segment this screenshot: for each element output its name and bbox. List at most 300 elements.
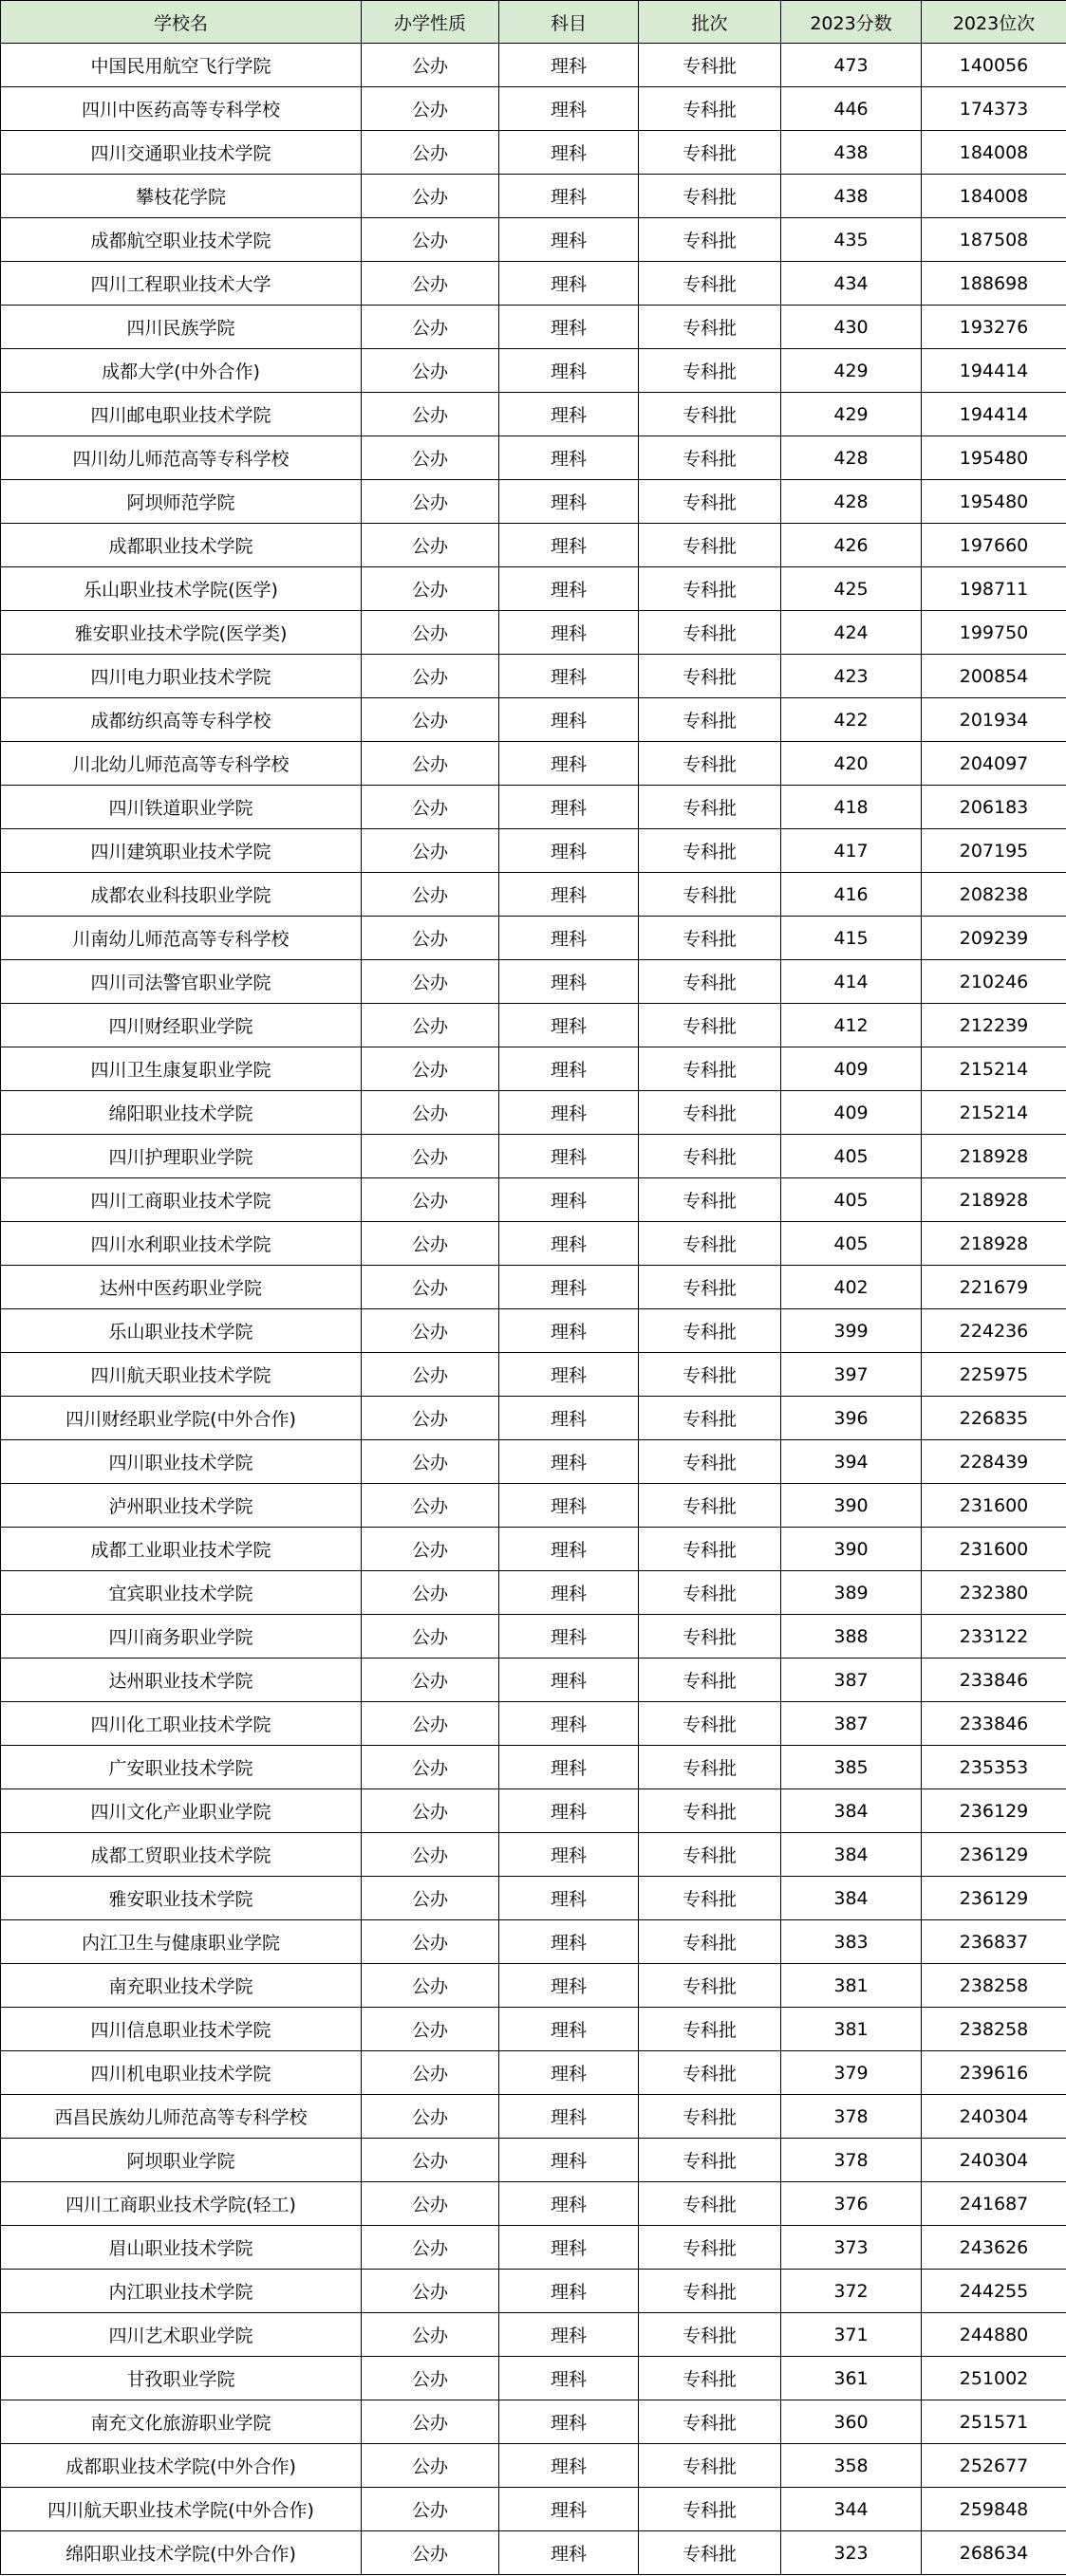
- table-row: [1, 2357, 1066, 2400]
- cell-rank: 212239: [922, 1004, 1066, 1047]
- cell-score: 373: [781, 2226, 922, 2270]
- cell-school-type: 公办: [362, 2531, 499, 2575]
- cell-subject: 理科: [499, 1964, 639, 2008]
- cell-rank: 140056: [922, 44, 1066, 87]
- cell-subject: 理科: [499, 349, 639, 393]
- cell-score: 384: [781, 1877, 922, 1920]
- cell-score: 396: [781, 1397, 922, 1440]
- cell-school-name: 川南幼儿师范高等专科学校: [1, 917, 362, 960]
- cell-school-name: 成都工贸职业技术学院: [1, 1833, 362, 1877]
- cell-school-type: 公办: [362, 1833, 499, 1877]
- table-row: [1, 1571, 1066, 1615]
- cell-score: 424: [781, 611, 922, 655]
- cell-school-type: 公办: [362, 786, 499, 829]
- cell-subject: 理科: [499, 2444, 639, 2488]
- cell-school-type: 公办: [362, 1397, 499, 1440]
- cell-rank: 218928: [922, 1135, 1066, 1178]
- cell-subject: 理科: [499, 1789, 639, 1833]
- cell-batch: 专科批: [639, 1528, 781, 1571]
- cell-score: 420: [781, 742, 922, 786]
- cell-rank: 225975: [922, 1353, 1066, 1397]
- cell-subject: 理科: [499, 960, 639, 1004]
- cell-school-name: 四川幼儿师范高等专科学校: [1, 436, 362, 480]
- table-row: [1, 2531, 1066, 2575]
- cell-rank: 184008: [922, 175, 1066, 218]
- cell-batch: 专科批: [639, 698, 781, 742]
- cell-batch: 专科批: [639, 1746, 781, 1789]
- cell-rank: 198711: [922, 567, 1066, 611]
- cell-rank: 243626: [922, 2226, 1066, 2270]
- cell-school-type: 公办: [362, 2313, 499, 2357]
- cell-batch: 专科批: [639, 2313, 781, 2357]
- cell-school-name: 四川卫生康复职业学院: [1, 1047, 362, 1091]
- cell-batch: 专科批: [639, 567, 781, 611]
- cell-rank: 207195: [922, 829, 1066, 873]
- cell-school-type: 公办: [362, 2226, 499, 2270]
- cell-school-type: 公办: [362, 1702, 499, 1746]
- cell-school-type: 公办: [362, 1789, 499, 1833]
- cell-score: 425: [781, 567, 922, 611]
- cell-rank: 231600: [922, 1484, 1066, 1528]
- cell-rank: 188698: [922, 262, 1066, 306]
- cell-subject: 理科: [499, 2357, 639, 2400]
- cell-school-type: 公办: [362, 698, 499, 742]
- cell-school-name: 雅安职业技术学院(医学类): [1, 611, 362, 655]
- cell-subject: 理科: [499, 262, 639, 306]
- cell-score: 429: [781, 393, 922, 436]
- cell-subject: 理科: [499, 2226, 639, 2270]
- cell-subject: 理科: [499, 44, 639, 87]
- table-row: [1, 2400, 1066, 2444]
- table-row: [1, 1615, 1066, 1659]
- cell-batch: 专科批: [639, 1091, 781, 1135]
- cell-score: 394: [781, 1440, 922, 1484]
- cell-rank: 233122: [922, 1615, 1066, 1659]
- cell-school-name: 四川机电职业技术学院: [1, 2051, 362, 2095]
- cell-school-name: 成都职业技术学院(中外合作): [1, 2444, 362, 2488]
- cell-score: 383: [781, 1920, 922, 1964]
- cell-school-type: 公办: [362, 655, 499, 698]
- cell-subject: 理科: [499, 742, 639, 786]
- table-row: [1, 1484, 1066, 1528]
- table-row: [1, 1004, 1066, 1047]
- cell-school-name: 四川建筑职业技术学院: [1, 829, 362, 873]
- table-row: [1, 1440, 1066, 1484]
- cell-subject: 理科: [499, 1440, 639, 1484]
- cell-subject: 理科: [499, 786, 639, 829]
- cell-score: 426: [781, 524, 922, 567]
- cell-school-type: 公办: [362, 2095, 499, 2139]
- cell-school-type: 公办: [362, 1615, 499, 1659]
- cell-school-name: 成都农业科技职业学院: [1, 873, 362, 917]
- table-row: [1, 2182, 1066, 2226]
- cell-batch: 专科批: [639, 1353, 781, 1397]
- cell-school-type: 公办: [362, 44, 499, 87]
- cell-school-name: 四川航天职业技术学院(中外合作): [1, 2488, 362, 2531]
- cell-school-type: 公办: [362, 1440, 499, 1484]
- cell-batch: 专科批: [639, 44, 781, 87]
- cell-subject: 理科: [499, 1091, 639, 1135]
- table-row: [1, 2226, 1066, 2270]
- cell-subject: 理科: [499, 1135, 639, 1178]
- cell-score: 397: [781, 1353, 922, 1397]
- cell-rank: 236129: [922, 1833, 1066, 1877]
- cell-score: 415: [781, 917, 922, 960]
- cell-school-type: 公办: [362, 1047, 499, 1091]
- cell-rank: 201934: [922, 698, 1066, 742]
- cell-school-name: 宜宾职业技术学院: [1, 1571, 362, 1615]
- cell-score: 414: [781, 960, 922, 1004]
- cell-batch: 专科批: [639, 1004, 781, 1047]
- cell-subject: 理科: [499, 2313, 639, 2357]
- cell-rank: 218928: [922, 1222, 1066, 1266]
- cell-school-name: 雅安职业技术学院: [1, 1877, 362, 1920]
- cell-batch: 专科批: [639, 1440, 781, 1484]
- cell-school-name: 四川司法警官职业学院: [1, 960, 362, 1004]
- cell-subject: 理科: [499, 2182, 639, 2226]
- cell-batch: 专科批: [639, 1266, 781, 1309]
- table-body: [1, 44, 1066, 2575]
- table-row: [1, 960, 1066, 1004]
- cell-batch: 专科批: [639, 1920, 781, 1964]
- cell-batch: 专科批: [639, 480, 781, 524]
- cell-school-type: 公办: [362, 2051, 499, 2095]
- cell-rank: 215214: [922, 1091, 1066, 1135]
- cell-school-type: 公办: [362, 1920, 499, 1964]
- cell-score: 473: [781, 44, 922, 87]
- cell-batch: 专科批: [639, 2139, 781, 2182]
- cell-school-type: 公办: [362, 349, 499, 393]
- cell-school-name: 成都纺织高等专科学校: [1, 698, 362, 742]
- cell-rank: 244255: [922, 2270, 1066, 2313]
- cell-subject: 理科: [499, 1702, 639, 1746]
- table-row: [1, 1746, 1066, 1789]
- cell-score: 371: [781, 2313, 922, 2357]
- table-row: [1, 175, 1066, 218]
- cell-rank: 174373: [922, 87, 1066, 131]
- cell-school-type: 公办: [362, 917, 499, 960]
- cell-rank: 194414: [922, 393, 1066, 436]
- header-school-type: 办学性质: [362, 1, 499, 44]
- cell-batch: 专科批: [639, 2444, 781, 2488]
- cell-subject: 理科: [499, 87, 639, 131]
- cell-subject: 理科: [499, 1877, 639, 1920]
- table-row: [1, 1789, 1066, 1833]
- cell-school-type: 公办: [362, 480, 499, 524]
- cell-rank: 200854: [922, 655, 1066, 698]
- cell-batch: 专科批: [639, 1222, 781, 1266]
- table-row: [1, 393, 1066, 436]
- cell-subject: 理科: [499, 1920, 639, 1964]
- cell-rank: 209239: [922, 917, 1066, 960]
- cell-school-name: 四川财经职业学院: [1, 1004, 362, 1047]
- table-row: [1, 1135, 1066, 1178]
- cell-rank: 240304: [922, 2139, 1066, 2182]
- table-row: [1, 1659, 1066, 1702]
- cell-subject: 理科: [499, 393, 639, 436]
- cell-batch: 专科批: [639, 2051, 781, 2095]
- cell-score: 417: [781, 829, 922, 873]
- cell-school-type: 公办: [362, 1746, 499, 1789]
- cell-score: 412: [781, 1004, 922, 1047]
- cell-score: 387: [781, 1702, 922, 1746]
- table-row: [1, 1528, 1066, 1571]
- cell-school-type: 公办: [362, 1877, 499, 1920]
- table-row: [1, 611, 1066, 655]
- cell-score: 378: [781, 2139, 922, 2182]
- cell-school-type: 公办: [362, 1353, 499, 1397]
- cell-subject: 理科: [499, 175, 639, 218]
- cell-subject: 理科: [499, 917, 639, 960]
- cell-subject: 理科: [499, 1178, 639, 1222]
- table-row: [1, 2270, 1066, 2313]
- cell-rank: 236129: [922, 1789, 1066, 1833]
- cell-batch: 专科批: [639, 742, 781, 786]
- cell-rank: 215214: [922, 1047, 1066, 1091]
- cell-rank: 235353: [922, 1746, 1066, 1789]
- cell-batch: 专科批: [639, 349, 781, 393]
- cell-batch: 专科批: [639, 2357, 781, 2400]
- cell-batch: 专科批: [639, 218, 781, 262]
- cell-school-type: 公办: [362, 2270, 499, 2313]
- cell-school-name: 绵阳职业技术学院: [1, 1091, 362, 1135]
- table-header-row: [1, 1, 1066, 44]
- cell-batch: 专科批: [639, 917, 781, 960]
- table-row: [1, 698, 1066, 742]
- cell-batch: 专科批: [639, 262, 781, 306]
- cell-score: 405: [781, 1178, 922, 1222]
- cell-rank: 238258: [922, 1964, 1066, 2008]
- table-row: [1, 1178, 1066, 1222]
- cell-subject: 理科: [499, 480, 639, 524]
- cell-school-type: 公办: [362, 742, 499, 786]
- cell-batch: 专科批: [639, 873, 781, 917]
- table-row: [1, 524, 1066, 567]
- cell-batch: 专科批: [639, 2182, 781, 2226]
- table-row: [1, 655, 1066, 698]
- cell-rank: 199750: [922, 611, 1066, 655]
- cell-score: 379: [781, 2051, 922, 2095]
- cell-batch: 专科批: [639, 1615, 781, 1659]
- cell-rank: 236129: [922, 1877, 1066, 1920]
- cell-batch: 专科批: [639, 2270, 781, 2313]
- cell-subject: 理科: [499, 1484, 639, 1528]
- table-row: [1, 44, 1066, 87]
- cell-school-type: 公办: [362, 960, 499, 1004]
- cell-batch: 专科批: [639, 1397, 781, 1440]
- table-row: [1, 1964, 1066, 2008]
- cell-school-name: 四川交通职业技术学院: [1, 131, 362, 175]
- cell-subject: 理科: [499, 2488, 639, 2531]
- cell-school-type: 公办: [362, 1484, 499, 1528]
- cell-batch: 专科批: [639, 2008, 781, 2051]
- cell-batch: 专科批: [639, 1135, 781, 1178]
- cell-school-type: 公办: [362, 2182, 499, 2226]
- cell-score: 378: [781, 2095, 922, 2139]
- cell-school-name: 四川工商职业技术学院: [1, 1178, 362, 1222]
- cell-batch: 专科批: [639, 829, 781, 873]
- cell-school-name: 成都职业技术学院: [1, 524, 362, 567]
- cell-school-type: 公办: [362, 1004, 499, 1047]
- cell-school-name: 四川护理职业学院: [1, 1135, 362, 1178]
- cell-score: 390: [781, 1484, 922, 1528]
- cell-school-type: 公办: [362, 611, 499, 655]
- cell-school-name: 四川邮电职业技术学院: [1, 393, 362, 436]
- cell-rank: 224236: [922, 1309, 1066, 1353]
- cell-school-name: 四川职业技术学院: [1, 1440, 362, 1484]
- cell-subject: 理科: [499, 1222, 639, 1266]
- cell-rank: 195480: [922, 480, 1066, 524]
- cell-score: 385: [781, 1746, 922, 1789]
- cell-rank: 221679: [922, 1266, 1066, 1309]
- cell-school-name: 四川工商职业技术学院(轻工): [1, 2182, 362, 2226]
- cell-batch: 专科批: [639, 1047, 781, 1091]
- cell-school-name: 川北幼儿师范高等专科学校: [1, 742, 362, 786]
- cell-rank: 226835: [922, 1397, 1066, 1440]
- table-row: [1, 480, 1066, 524]
- cell-subject: 理科: [499, 1571, 639, 1615]
- cell-school-name: 内江职业技术学院: [1, 2270, 362, 2313]
- cell-rank: 241687: [922, 2182, 1066, 2226]
- cell-score: 399: [781, 1309, 922, 1353]
- cell-subject: 理科: [499, 1833, 639, 1877]
- cell-rank: 238258: [922, 2008, 1066, 2051]
- cell-school-type: 公办: [362, 1266, 499, 1309]
- cell-rank: 233846: [922, 1659, 1066, 1702]
- cell-rank: 195480: [922, 436, 1066, 480]
- cell-batch: 专科批: [639, 1484, 781, 1528]
- table-row: [1, 873, 1066, 917]
- cell-rank: 240304: [922, 2095, 1066, 2139]
- cell-school-type: 公办: [362, 2357, 499, 2400]
- cell-school-name: 四川航天职业技术学院: [1, 1353, 362, 1397]
- cell-school-name: 内江卫生与健康职业学院: [1, 1920, 362, 1964]
- cell-school-type: 公办: [362, 2139, 499, 2182]
- cell-school-name: 成都工业职业技术学院: [1, 1528, 362, 1571]
- cell-subject: 理科: [499, 2270, 639, 2313]
- cell-score: 438: [781, 175, 922, 218]
- cell-subject: 理科: [499, 611, 639, 655]
- cell-score: 435: [781, 218, 922, 262]
- cell-score: 390: [781, 1528, 922, 1571]
- table-row: [1, 131, 1066, 175]
- cell-batch: 专科批: [639, 306, 781, 349]
- table-row: [1, 1920, 1066, 1964]
- cell-score: 344: [781, 2488, 922, 2531]
- cell-score: 446: [781, 87, 922, 131]
- cell-school-name: 四川信息职业技术学院: [1, 2008, 362, 2051]
- cell-score: 323: [781, 2531, 922, 2575]
- cell-subject: 理科: [499, 1047, 639, 1091]
- cell-school-name: 南充文化旅游职业学院: [1, 2400, 362, 2444]
- cell-score: 438: [781, 131, 922, 175]
- cell-score: 405: [781, 1222, 922, 1266]
- cell-batch: 专科批: [639, 436, 781, 480]
- cell-rank: 236837: [922, 1920, 1066, 1964]
- cell-school-type: 公办: [362, 1571, 499, 1615]
- cell-score: 423: [781, 655, 922, 698]
- cell-school-type: 公办: [362, 2444, 499, 2488]
- cell-batch: 专科批: [639, 2226, 781, 2270]
- cell-rank: 210246: [922, 960, 1066, 1004]
- cell-school-type: 公办: [362, 306, 499, 349]
- cell-batch: 专科批: [639, 655, 781, 698]
- cell-score: 430: [781, 306, 922, 349]
- cell-school-type: 公办: [362, 1135, 499, 1178]
- cell-subject: 理科: [499, 1309, 639, 1353]
- cell-score: 409: [781, 1091, 922, 1135]
- cell-score: 422: [781, 698, 922, 742]
- cell-school-name: 攀枝花学院: [1, 175, 362, 218]
- table-row: [1, 1266, 1066, 1309]
- table-row: [1, 2488, 1066, 2531]
- cell-batch: 专科批: [639, 524, 781, 567]
- cell-subject: 理科: [499, 436, 639, 480]
- cell-score: 381: [781, 1964, 922, 2008]
- cell-batch: 专科批: [639, 2095, 781, 2139]
- cell-score: 384: [781, 1833, 922, 1877]
- cell-subject: 理科: [499, 1004, 639, 1047]
- cell-rank: 208238: [922, 873, 1066, 917]
- cell-score: 376: [781, 2182, 922, 2226]
- cell-school-type: 公办: [362, 262, 499, 306]
- cell-batch: 专科批: [639, 960, 781, 1004]
- cell-school-name: 四川财经职业学院(中外合作): [1, 1397, 362, 1440]
- cell-subject: 理科: [499, 131, 639, 175]
- cell-rank: 231600: [922, 1528, 1066, 1571]
- cell-batch: 专科批: [639, 131, 781, 175]
- cell-subject: 理科: [499, 306, 639, 349]
- cell-rank: 244880: [922, 2313, 1066, 2357]
- cell-score: 384: [781, 1789, 922, 1833]
- cell-subject: 理科: [499, 567, 639, 611]
- cell-school-type: 公办: [362, 1091, 499, 1135]
- table-row: [1, 349, 1066, 393]
- cell-school-type: 公办: [362, 829, 499, 873]
- header-rank: 2023位次: [922, 1, 1066, 44]
- cell-score: 418: [781, 786, 922, 829]
- cell-school-name: 阿坝师范学院: [1, 480, 362, 524]
- cell-school-name: 达州中医药职业学院: [1, 1266, 362, 1309]
- cell-subject: 理科: [499, 873, 639, 917]
- table-row: [1, 262, 1066, 306]
- cell-rank: 252677: [922, 2444, 1066, 2488]
- cell-school-name: 四川电力职业技术学院: [1, 655, 362, 698]
- cell-school-name: 四川工程职业技术大学: [1, 262, 362, 306]
- table-row: [1, 742, 1066, 786]
- cell-batch: 专科批: [639, 1789, 781, 1833]
- cell-batch: 专科批: [639, 2488, 781, 2531]
- cell-school-name: 泸州职业技术学院: [1, 1484, 362, 1528]
- cell-subject: 理科: [499, 698, 639, 742]
- table-row: [1, 2139, 1066, 2182]
- cell-school-type: 公办: [362, 2400, 499, 2444]
- cell-subject: 理科: [499, 2095, 639, 2139]
- cell-subject: 理科: [499, 2051, 639, 2095]
- cell-school-type: 公办: [362, 1964, 499, 2008]
- table-row: [1, 1047, 1066, 1091]
- cell-school-name: 四川水利职业技术学院: [1, 1222, 362, 1266]
- cell-subject: 理科: [499, 1615, 639, 1659]
- cell-batch: 专科批: [639, 786, 781, 829]
- cell-rank: 197660: [922, 524, 1066, 567]
- cell-school-type: 公办: [362, 87, 499, 131]
- cell-school-type: 公办: [362, 218, 499, 262]
- cell-score: 381: [781, 2008, 922, 2051]
- table-row: [1, 1397, 1066, 1440]
- cell-batch: 专科批: [639, 1964, 781, 2008]
- cell-score: 428: [781, 436, 922, 480]
